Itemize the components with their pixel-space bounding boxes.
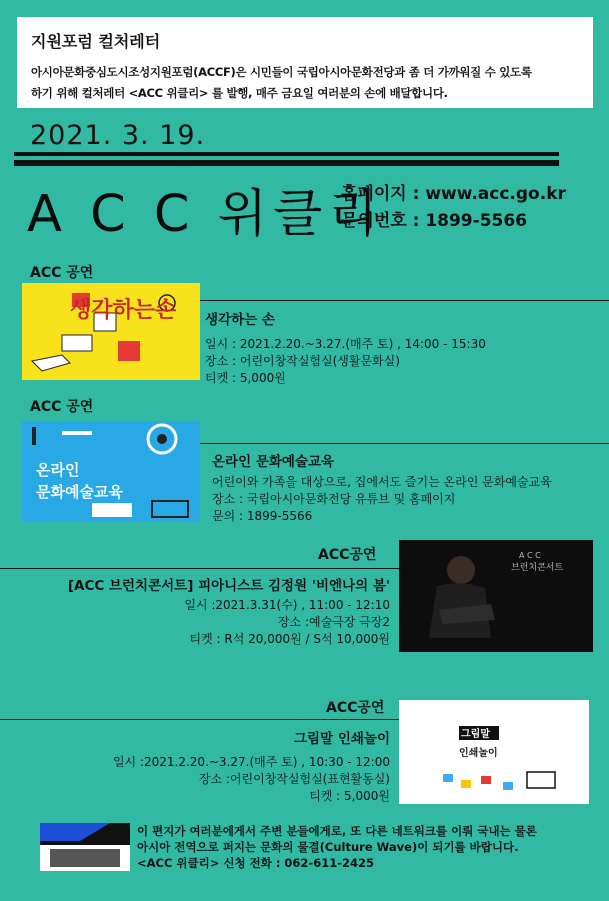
section-label: ACC공연 [318,547,377,563]
event-info [205,308,486,387]
section-divider [0,568,399,569]
intro-title: 지원포럼 컬처레터 [31,32,161,51]
section-label: ACC공연 [326,700,385,716]
event-thumbnail[interactable] [399,700,589,804]
event-info [60,574,390,648]
footer-text [137,823,537,871]
intro-line: 하기 위해 컬처레터 <ACC 위클리> 를 발행, 매주 금요일 여러분의 손에 배달합니다. [31,86,448,100]
header-divider [14,160,559,166]
page-title: A C C 위클리 [27,185,384,244]
section-divider [0,719,399,720]
event-title[interactable]: 그림말 인쇄놀이 [294,731,390,747]
event-place: 장소 :어린이창작실험실(표현활동실) [198,772,390,786]
contact-info [341,181,566,235]
print-play-illustration [399,700,589,804]
concert-photo [399,540,593,652]
event-details [205,336,486,387]
subscription-phone: <ACC 위클리> 신청 전화 : 062-611-2425 [137,856,374,870]
intro-line: 아시아문화중심도시조성지원포럼(ACCF)은 시민들이 국립아시아문화전당과 좀 더 가까워질 수 있도록 [31,65,532,79]
homepage-text: 홈페이지 : www.acc.go.kr [341,184,566,204]
event-title[interactable]: 생각하는 손 [205,312,275,328]
footer-line: 이 편지가 여러분에게서 주변 분들에게로, 또 다른 네트워크를 이뤄 국내는 물론 [137,824,537,838]
event-thumbnail[interactable] [22,283,200,380]
event-date: 일시 :2021.3.31(수) , 11:00 - 12:10 [184,598,390,612]
event-details [212,474,552,525]
issue-date: 2021. 3. 19. [30,120,206,151]
thinking-hands-illustration [22,283,200,380]
thumb-text: 온라인 [36,461,80,479]
section-divider [200,300,609,301]
thumb-text: 생각하는손 [70,298,177,323]
event-date: 일시 :2021.2.20.~3.27.(매주 토) , 10:30 - 12:00 [112,755,390,769]
event-thumbnail[interactable] [399,540,593,652]
acc-logo [40,823,130,871]
event-info [212,450,552,525]
event-place: 장소 : 국립아시아문화전당 유튜브 및 홈페이지 [212,492,456,506]
thumb-text: 문화예술교육 [36,483,123,501]
event-place: 장소 : 어린이창작실험실(생활문화실) [205,354,400,368]
event-ticket: 티켓 : 5,000원 [205,371,286,385]
thumb-text: A C C [519,551,541,560]
intro-body [31,62,579,104]
header-divider [14,152,559,156]
section-label: ACC 공연 [30,399,94,415]
event-title[interactable]: [ACC 브런치콘서트] 피아니스트 김정원 '비엔나의 봄' [67,578,390,594]
intro-box [17,17,593,108]
thumb-text: 브런치콘서트 [511,563,564,573]
event-details [60,597,390,648]
event-title[interactable]: 온라인 문화예술교육 [212,454,335,470]
event-place: 장소 :예술극장 극장2 [277,615,390,629]
event-ticket: 티켓 : 5,000원 [309,789,390,803]
event-thumbnail[interactable] [22,421,200,521]
phone-text: 문의번호 : 1899-5566 [341,211,528,231]
acc-logo-icon [40,823,130,871]
section-label: ACC 공연 [30,265,94,281]
online-education-illustration [22,421,200,521]
event-description: 어린이와 가족을 대상으로, 집에서도 즐기는 온라인 문화예술교육 [212,475,552,489]
thumb-text: 인쇄놀이 [459,748,498,759]
thumb-text: 그림말 [461,729,490,740]
event-contact: 문의 : 1899-5566 [212,509,313,523]
event-details [70,754,390,805]
footer-line: 아시아 전역으로 퍼지는 문화의 물결(Culture Wave)이 되기를 바랍니다. [137,840,519,854]
event-date: 일시 : 2021.2.20.~3.27.(매주 토) , 14:00 - 15:30 [205,337,486,351]
event-ticket: 티켓 : R석 20,000원 / S석 10,000원 [189,632,390,646]
event-info [70,727,390,805]
section-divider [200,443,609,444]
